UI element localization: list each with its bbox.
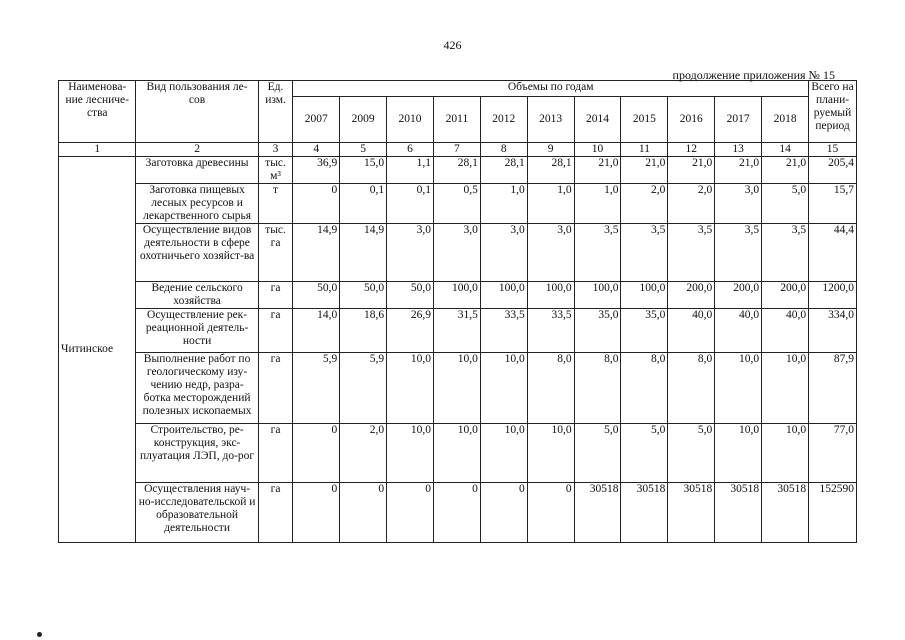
- year-value-cell: 2,0: [668, 184, 715, 224]
- year-value-cell: 14,9: [293, 224, 340, 282]
- year-value-cell: 100,0: [527, 282, 574, 309]
- column-number: 3: [258, 143, 293, 157]
- year-value-cell: 21,0: [621, 157, 668, 184]
- column-number: 6: [387, 143, 434, 157]
- year-value-cell: 0: [293, 424, 340, 483]
- year-value-cell: 21,0: [668, 157, 715, 184]
- header-year: 2012: [480, 97, 527, 143]
- year-value-cell: 10,0: [762, 424, 809, 483]
- year-value-cell: 30518: [668, 483, 715, 543]
- column-number: 14: [762, 143, 809, 157]
- year-value-cell: 0: [480, 483, 527, 543]
- year-value-cell: 200,0: [715, 282, 762, 309]
- year-value-cell: 100,0: [574, 282, 621, 309]
- forest-use-cell: Заготовка древесины: [136, 157, 258, 184]
- year-value-cell: 21,0: [715, 157, 762, 184]
- year-value-cell: 14,0: [293, 309, 340, 353]
- year-value-cell: 26,9: [387, 309, 434, 353]
- year-value-cell: 10,0: [387, 424, 434, 483]
- forest-use-table: [58, 80, 857, 543]
- header-total: Всего на плани-руемый период: [809, 81, 857, 143]
- year-value-cell: 5,9: [293, 353, 340, 424]
- year-value-cell: 5,0: [762, 184, 809, 224]
- year-value-cell: 30518: [621, 483, 668, 543]
- year-value-cell: 10,0: [762, 353, 809, 424]
- unit-cell: га: [258, 424, 293, 483]
- header-year: 2007: [293, 97, 340, 143]
- table-row: [59, 224, 857, 282]
- year-value-cell: 30518: [574, 483, 621, 543]
- unit-cell: га: [258, 282, 293, 309]
- year-value-cell: 3,0: [480, 224, 527, 282]
- year-value-cell: 33,5: [480, 309, 527, 353]
- year-value-cell: 40,0: [668, 309, 715, 353]
- year-value-cell: 1,0: [527, 184, 574, 224]
- table-row: [59, 309, 857, 353]
- appendix-note: продолжение приложения № 15: [672, 68, 835, 82]
- year-value-cell: 50,0: [340, 282, 387, 309]
- forestry-name-cell: Читинское: [59, 157, 136, 543]
- total-value-cell: 334,0: [809, 309, 857, 353]
- page-number: 426: [443, 38, 462, 52]
- year-value-cell: 8,0: [574, 353, 621, 424]
- unit-cell: га: [258, 483, 293, 543]
- header-forestry-name: Наименова-ние лесниче-ства: [59, 81, 136, 143]
- year-value-cell: 0,1: [340, 184, 387, 224]
- year-value-cell: 100,0: [621, 282, 668, 309]
- year-value-cell: 10,0: [433, 424, 480, 483]
- year-value-cell: 10,0: [715, 353, 762, 424]
- year-value-cell: 3,0: [433, 224, 480, 282]
- year-value-cell: 200,0: [668, 282, 715, 309]
- year-value-cell: 10,0: [433, 353, 480, 424]
- table-row: [59, 483, 857, 543]
- unit-cell: тыс. га: [258, 224, 293, 282]
- unit-cell: т: [258, 184, 293, 224]
- year-value-cell: 3,0: [387, 224, 434, 282]
- year-value-cell: 0,5: [433, 184, 480, 224]
- forest-use-cell: Строительство, ре-конструкция, экс-плуатация ЛЭП, до-рог: [136, 424, 258, 483]
- total-value-cell: 1200,0: [809, 282, 857, 309]
- year-value-cell: 10,0: [480, 353, 527, 424]
- year-value-cell: 100,0: [433, 282, 480, 309]
- year-value-cell: 30518: [762, 483, 809, 543]
- column-number: 7: [433, 143, 480, 157]
- year-value-cell: 28,1: [433, 157, 480, 184]
- table-row: [59, 184, 857, 224]
- column-number: 12: [668, 143, 715, 157]
- year-value-cell: 0,1: [387, 184, 434, 224]
- year-value-cell: 36,9: [293, 157, 340, 184]
- year-value-cell: 0: [527, 483, 574, 543]
- year-value-cell: 5,0: [621, 424, 668, 483]
- unit-cell: тыс. м³: [258, 157, 293, 184]
- header-year: 2015: [621, 97, 668, 143]
- forest-use-cell: Осуществление рек-реационной деятель-ности: [136, 309, 258, 353]
- header-year: 2010: [387, 97, 434, 143]
- year-value-cell: 3,5: [574, 224, 621, 282]
- year-value-cell: 15,0: [340, 157, 387, 184]
- year-value-cell: 3,0: [715, 184, 762, 224]
- total-value-cell: 77,0: [809, 424, 857, 483]
- column-number: 15: [809, 143, 857, 157]
- year-value-cell: 35,0: [621, 309, 668, 353]
- year-value-cell: 200,0: [762, 282, 809, 309]
- year-value-cell: 31,5: [433, 309, 480, 353]
- year-value-cell: 8,0: [621, 353, 668, 424]
- header-year: 2011: [433, 97, 480, 143]
- year-value-cell: 18,6: [340, 309, 387, 353]
- year-value-cell: 33,5: [527, 309, 574, 353]
- year-value-cell: 14,9: [340, 224, 387, 282]
- year-value-cell: 28,1: [480, 157, 527, 184]
- year-value-cell: 40,0: [762, 309, 809, 353]
- header-year: 2013: [527, 97, 574, 143]
- year-value-cell: 0: [293, 184, 340, 224]
- column-number: 5: [340, 143, 387, 157]
- column-number: 4: [293, 143, 340, 157]
- table-row: [59, 353, 857, 424]
- forest-use-cell: Ведение сельского хозяйства: [136, 282, 258, 309]
- year-value-cell: 30518: [715, 483, 762, 543]
- year-value-cell: 3,5: [621, 224, 668, 282]
- header-year: 2016: [668, 97, 715, 143]
- year-value-cell: 40,0: [715, 309, 762, 353]
- column-number: 1: [59, 143, 136, 157]
- table-row: [59, 157, 857, 184]
- header-volumes-by-year: Объемы по годам: [293, 81, 809, 97]
- header-year: 2014: [574, 97, 621, 143]
- year-value-cell: 10,0: [387, 353, 434, 424]
- year-value-cell: 21,0: [762, 157, 809, 184]
- header-year: 2017: [715, 97, 762, 143]
- total-value-cell: 44,4: [809, 224, 857, 282]
- unit-cell: га: [258, 309, 293, 353]
- total-value-cell: 205,4: [809, 157, 857, 184]
- header-forest-use-type: Вид пользования ле-сов: [136, 81, 258, 143]
- header-year: 2009: [340, 97, 387, 143]
- year-value-cell: 35,0: [574, 309, 621, 353]
- year-value-cell: 3,5: [762, 224, 809, 282]
- year-value-cell: 3,5: [715, 224, 762, 282]
- year-value-cell: 50,0: [387, 282, 434, 309]
- column-number: 11: [621, 143, 668, 157]
- year-value-cell: 10,0: [715, 424, 762, 483]
- column-number: 13: [715, 143, 762, 157]
- unit-cell: га: [258, 353, 293, 424]
- year-value-cell: 5,9: [340, 353, 387, 424]
- column-number: 9: [527, 143, 574, 157]
- header-year: 2018: [762, 97, 809, 143]
- year-value-cell: 0: [340, 483, 387, 543]
- table-row: [59, 282, 857, 309]
- year-value-cell: 1,0: [480, 184, 527, 224]
- year-value-cell: 3,0: [527, 224, 574, 282]
- year-value-cell: 10,0: [480, 424, 527, 483]
- column-number: 8: [480, 143, 527, 157]
- year-value-cell: 5,0: [574, 424, 621, 483]
- year-value-cell: 28,1: [527, 157, 574, 184]
- total-value-cell: 87,9: [809, 353, 857, 424]
- year-value-cell: 0: [387, 483, 434, 543]
- year-value-cell: 1,0: [574, 184, 621, 224]
- column-number: 2: [136, 143, 258, 157]
- table-row: [59, 424, 857, 483]
- total-value-cell: 15,7: [809, 184, 857, 224]
- year-value-cell: 0: [433, 483, 480, 543]
- year-value-cell: 50,0: [293, 282, 340, 309]
- forest-use-cell: Выполнение работ по геологическому изу-чению недр, разра-ботка месторождений полезных ископаемых: [136, 353, 258, 424]
- year-value-cell: 0: [293, 483, 340, 543]
- forest-use-cell: Заготовка пищевых лесных ресурсов и лекарственного сырья: [136, 184, 258, 224]
- year-value-cell: 2,0: [621, 184, 668, 224]
- year-value-cell: 5,0: [668, 424, 715, 483]
- column-number: 10: [574, 143, 621, 157]
- header-unit: Ед. изм.: [258, 81, 293, 143]
- year-value-cell: 8,0: [527, 353, 574, 424]
- page-dot-mark: [37, 632, 42, 637]
- total-value-cell: 152590: [809, 483, 857, 543]
- year-value-cell: 21,0: [574, 157, 621, 184]
- year-value-cell: 100,0: [480, 282, 527, 309]
- year-value-cell: 10,0: [527, 424, 574, 483]
- year-value-cell: 8,0: [668, 353, 715, 424]
- forest-use-cell: Осуществления науч-но-исследовательской и образовательной деятельности: [136, 483, 258, 543]
- year-value-cell: 2,0: [340, 424, 387, 483]
- year-value-cell: 3,5: [668, 224, 715, 282]
- year-value-cell: 1,1: [387, 157, 434, 184]
- forest-use-cell: Осуществление видов деятельности в сфере охотничьего хозяйст-ва: [136, 224, 258, 282]
